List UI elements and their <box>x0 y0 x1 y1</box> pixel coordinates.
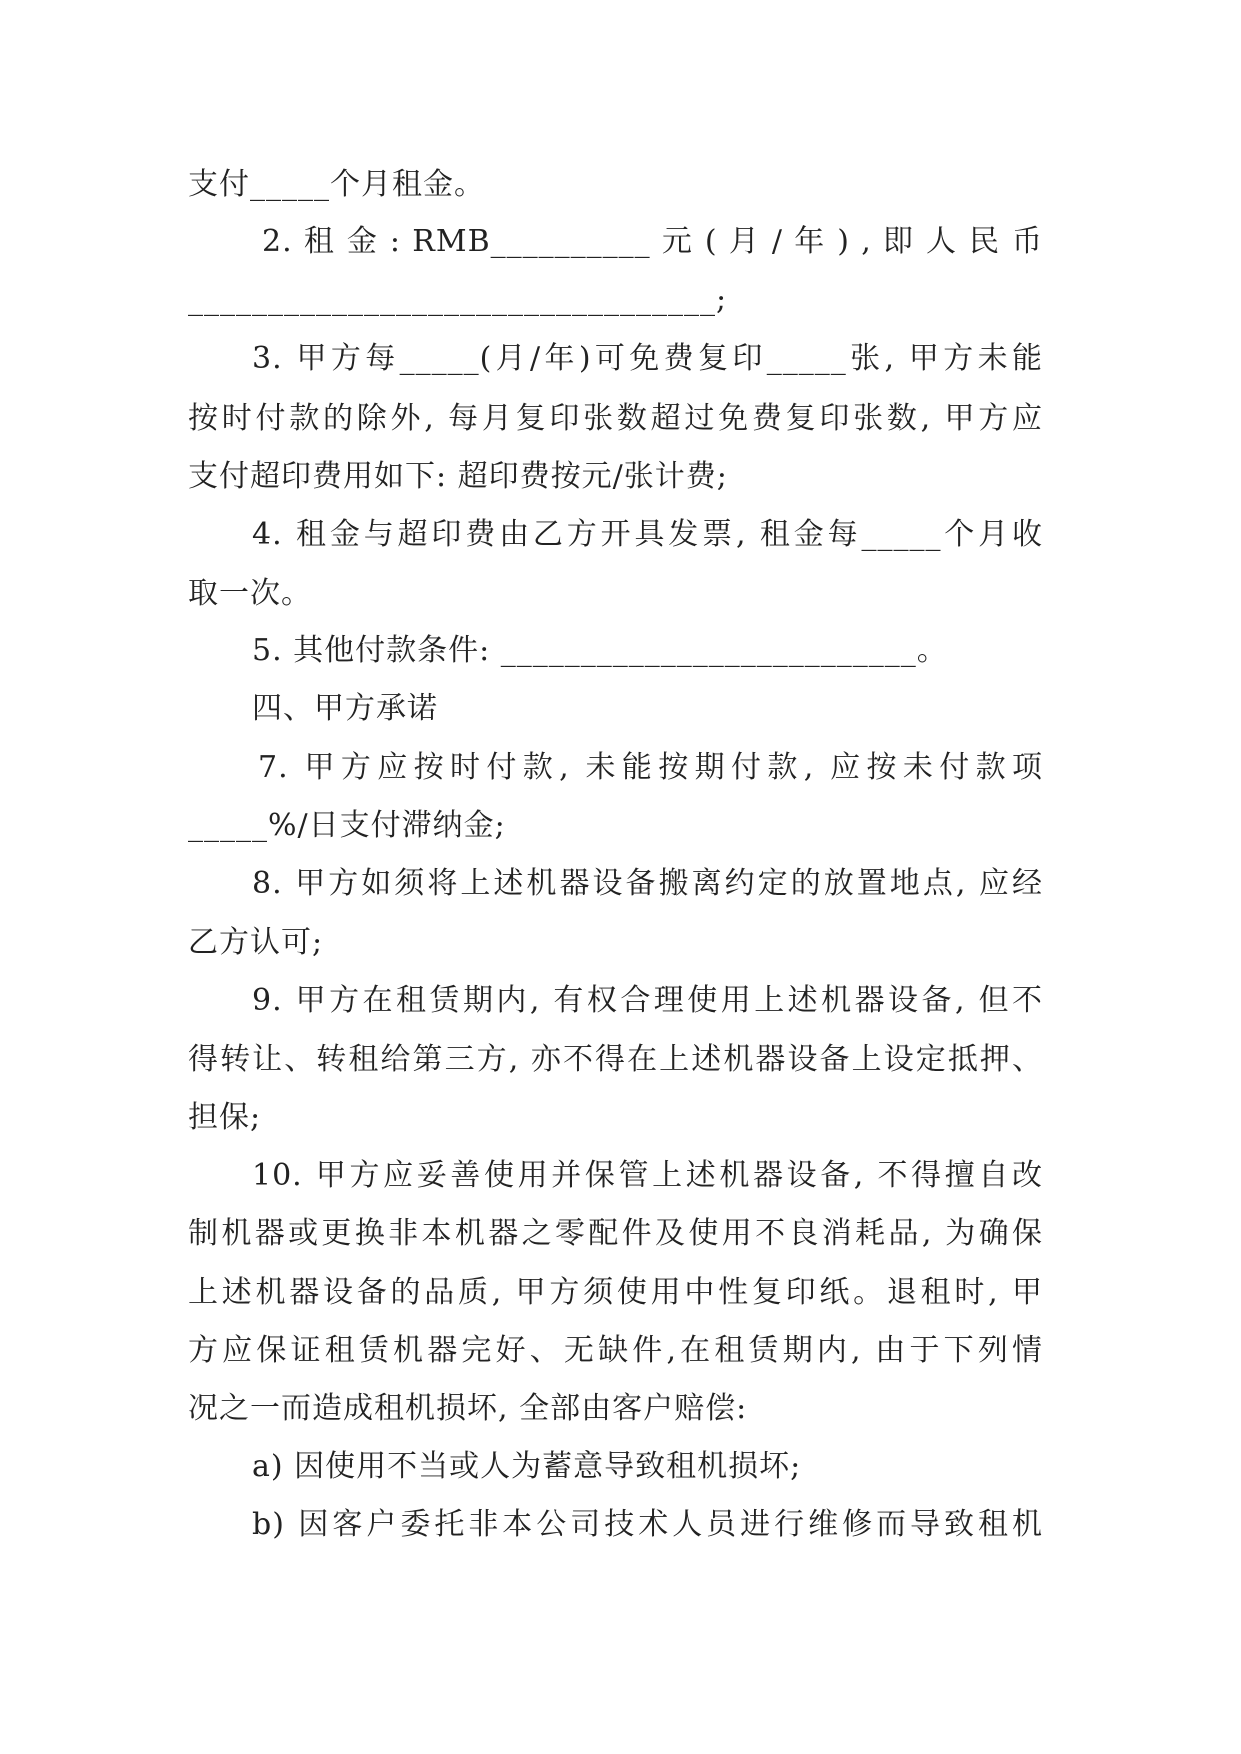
list-item: a) 因使用不当或人为蓄意导致租机损坏; <box>252 1449 802 1484</box>
text-line: 上述机器设备的品质, 甲方须使用中性复印纸。退租时, 甲 <box>188 1275 1043 1310</box>
text-line: 4. 租金与超印费由乙方开具发票, 租金每_____个月收 <box>252 517 1043 552</box>
text-line: 5. 其他付款条件: __________________________。 <box>252 633 948 668</box>
text-line: _________________________________; <box>188 282 728 317</box>
text-line: 2. 租 金 : RMB__________ 元 ( 月 / 年 ) , 即 人 民 币 <box>262 224 1043 259</box>
list-item: b) 因客户委托非本公司技术人员进行维修而导致租机 <box>252 1507 1043 1542</box>
text-line: 取一次。 <box>188 576 312 611</box>
text-line: 支付超印费用如下: 超印费按元/张计费; <box>188 459 728 494</box>
text-line: 9. 甲方在租赁期内, 有权合理使用上述机器设备, 但不 <box>252 983 1043 1018</box>
text-line: 方应保证租赁机器完好、无缺件,在租赁期内, 由于下列情 <box>188 1333 1043 1368</box>
text-line: _____%/日支付滞纳金; <box>188 808 506 843</box>
text-line: 况之一而造成租机损坏, 全部由客户赔偿: <box>188 1391 748 1426</box>
text-line: 担保; <box>188 1100 262 1135</box>
text-line: 乙方认可; <box>188 925 324 960</box>
text-line: 8. 甲方如须将上述机器设备搬离约定的放置地点, 应经 <box>252 866 1043 901</box>
text-line: 制机器或更换非本机器之零配件及使用不良消耗品, 为确保 <box>188 1216 1043 1251</box>
text-line: 按时付款的除外, 每月复印张数超过免费复印张数, 甲方应 <box>188 401 1043 436</box>
text-line: 支付_____个月租金。 <box>188 167 485 202</box>
text-line: 7. 甲方应按时付款, 未能按期付款, 应按未付款项 <box>258 750 1043 785</box>
text-line: 10. 甲方应妥善使用并保管上述机器设备, 不得擅自改 <box>252 1158 1043 1193</box>
section-heading: 四、甲方承诺 <box>252 691 438 726</box>
text-line: 得转让、转租给第三方, 亦不得在上述机器设备上设定抵押、 <box>188 1042 1043 1077</box>
text-line: 3. 甲方每_____(月/年)可免费复印_____张, 甲方未能 <box>252 341 1043 376</box>
